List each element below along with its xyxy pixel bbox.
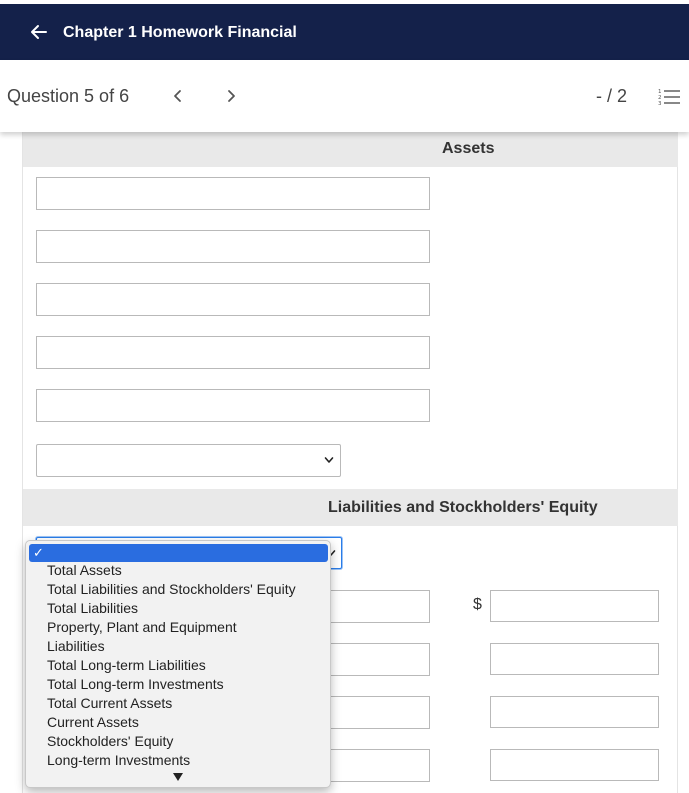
assets-label-input-2[interactable] [36,230,430,263]
question-score: - / 2 [596,86,628,106]
app-header [0,4,689,60]
question-counter: Question 5 of 6 [7,86,130,106]
question-navigation [0,60,689,132]
assignment-title: Chapter 1 Homework Financial [63,24,297,41]
assets-label-input-5[interactable] [36,389,430,422]
dropdown-option[interactable]: Total Liabilities and Stockholders' Equity [47,581,296,597]
assets-account-select[interactable] [36,444,341,477]
triangle-down-icon[interactable] [173,773,183,781]
assets-header-band [23,131,678,167]
svg-text:1: 1 [658,89,662,95]
dropdown-option-selected-blank[interactable] [29,544,328,562]
dropdown-option[interactable]: Total Assets [47,562,122,578]
dropdown-option[interactable]: Total Current Assets [47,695,173,711]
liabilities-header-band [23,489,678,526]
assets-label-input-4[interactable] [36,336,430,369]
chevron-left-icon[interactable] [166,84,190,108]
svg-text:2: 2 [658,95,662,101]
liabilities-amount-input-1[interactable] [490,590,659,622]
checkmark-icon: ✓ [33,545,44,560]
dropdown-option[interactable]: Property, Plant and Equipment [47,619,237,635]
liabilities-amount-input-3[interactable] [490,696,659,728]
chevron-right-icon[interactable] [219,84,243,108]
account-dropdown-menu [25,540,331,788]
dropdown-option[interactable]: Stockholders' Equity [47,733,174,749]
numbered-list-icon[interactable] [657,86,681,108]
liabilities-header: Liabilities and Stockholders' Equity [328,499,598,516]
assets-label-input-3[interactable] [36,283,430,316]
assets-header: Assets [442,140,495,157]
arrow-left-icon[interactable] [27,20,51,44]
dropdown-option[interactable]: Total Long-term Investments [47,676,224,692]
dropdown-option[interactable]: Total Long-term Liabilities [47,657,206,673]
dropdown-option[interactable]: Long-term Investments [47,752,191,768]
svg-text:3: 3 [658,101,662,107]
dropdown-option[interactable]: Liabilities [47,638,105,654]
liabilities-amount-input-4[interactable] [490,749,659,781]
currency-symbol: $ [473,596,482,613]
dropdown-option[interactable]: Current Assets [47,714,139,730]
assets-label-input-1[interactable] [36,177,430,210]
liabilities-amount-input-2[interactable] [490,643,659,675]
chevron-down-icon [324,455,334,465]
dropdown-option[interactable]: Total Liabilities [47,600,139,616]
